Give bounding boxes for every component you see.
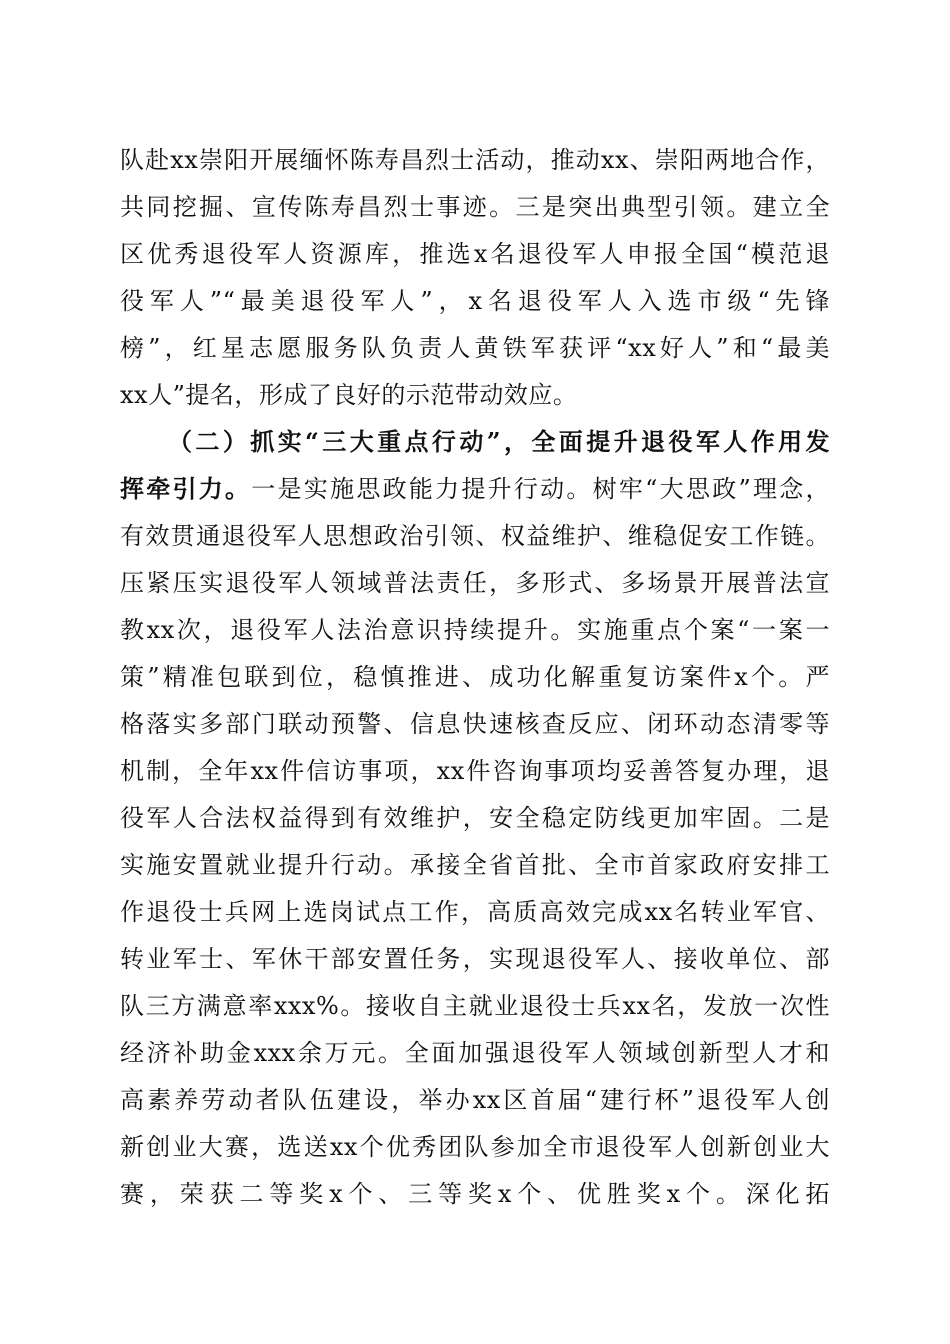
- text-line-1: 队赴xx崇阳开展缅怀陈寿昌烈士活动，推动xx、崇阳两地合作，: [120, 146, 830, 174]
- text-line-21: 高素养劳动者队伍建设，举办xx区首届“建行杯”退役军人创: [120, 1086, 830, 1114]
- text-line-13: 格落实多部门联动预警、信息快速核查反应、闭环动态清零等: [120, 710, 830, 738]
- text-line-8-body: 一是实施思政能力提升行动。树牢“大思政”理念，: [251, 475, 830, 503]
- text-line-22: 新创业大赛，选送xx个优秀团队参加全市退役军人创新创业大: [120, 1133, 830, 1161]
- text-line-19: 队三方满意率xxx%。接收自主就业退役士兵xx名，发放一次性: [120, 992, 830, 1020]
- text-line-18: 转业军士、军休干部安置任务，实现退役军人、接收单位、部: [120, 945, 830, 973]
- text-line-10: 压紧压实退役军人领域普法责任，多形式、多场景开展普法宣: [120, 569, 830, 597]
- text-line-15: 役军人合法权益得到有效维护，安全稳定防线更加牢固。二是: [120, 804, 830, 832]
- text-line-20: 经济补助金xxx余万元。全面加强退役军人领域创新型人才和: [120, 1039, 830, 1067]
- text-line-6: xx人”提名，形成了良好的示范带动效应。: [120, 381, 578, 409]
- text-line-12: 策”精准包联到位，稳慎推进、成功化解重复访案件x个。严: [120, 663, 830, 691]
- text-line-14: 机制，全年xx件信访事项，xx件咨询事项均妥善答复办理，退: [120, 757, 830, 785]
- text-line-9: 有效贯通退役军人思想政治引领、权益维护、维稳促安工作链。: [120, 522, 830, 550]
- text-line-5: 榜”，红星志愿服务队负责人黄铁军获评“xx好人”和“最美: [120, 334, 830, 362]
- text-line-23: 赛，荣获二等奖x个、三等奖x个、优胜奖x个。深化拓: [120, 1180, 830, 1208]
- text-line-4: 役军人”“最美退役军人”，x名退役军人入选市级“先锋: [120, 287, 830, 315]
- text-line-2: 共同挖掘、宣传陈寿昌烈士事迹。三是突出典型引领。建立全: [120, 193, 830, 221]
- section-heading-line-2: 挥牵引力。: [120, 474, 252, 503]
- text-line-8: [120, 469, 830, 509]
- text-line-16: 实施安置就业提升行动。承接全省首批、全市首家政府安排工: [120, 851, 830, 879]
- text-line-3: 区优秀退役军人资源库，推选x名退役军人申报全国“模范退: [120, 240, 830, 268]
- text-line-17: 作退役士兵网上选岗试点工作，高质高效完成xx名转业军官、: [120, 898, 830, 926]
- section-heading-line-1: （二）抓实“三大重点行动”，全面提升退役军人作用发: [168, 427, 830, 456]
- text-line-11: 教xx次，退役军人法治意识持续提升。实施重点个案“一案一: [120, 616, 830, 644]
